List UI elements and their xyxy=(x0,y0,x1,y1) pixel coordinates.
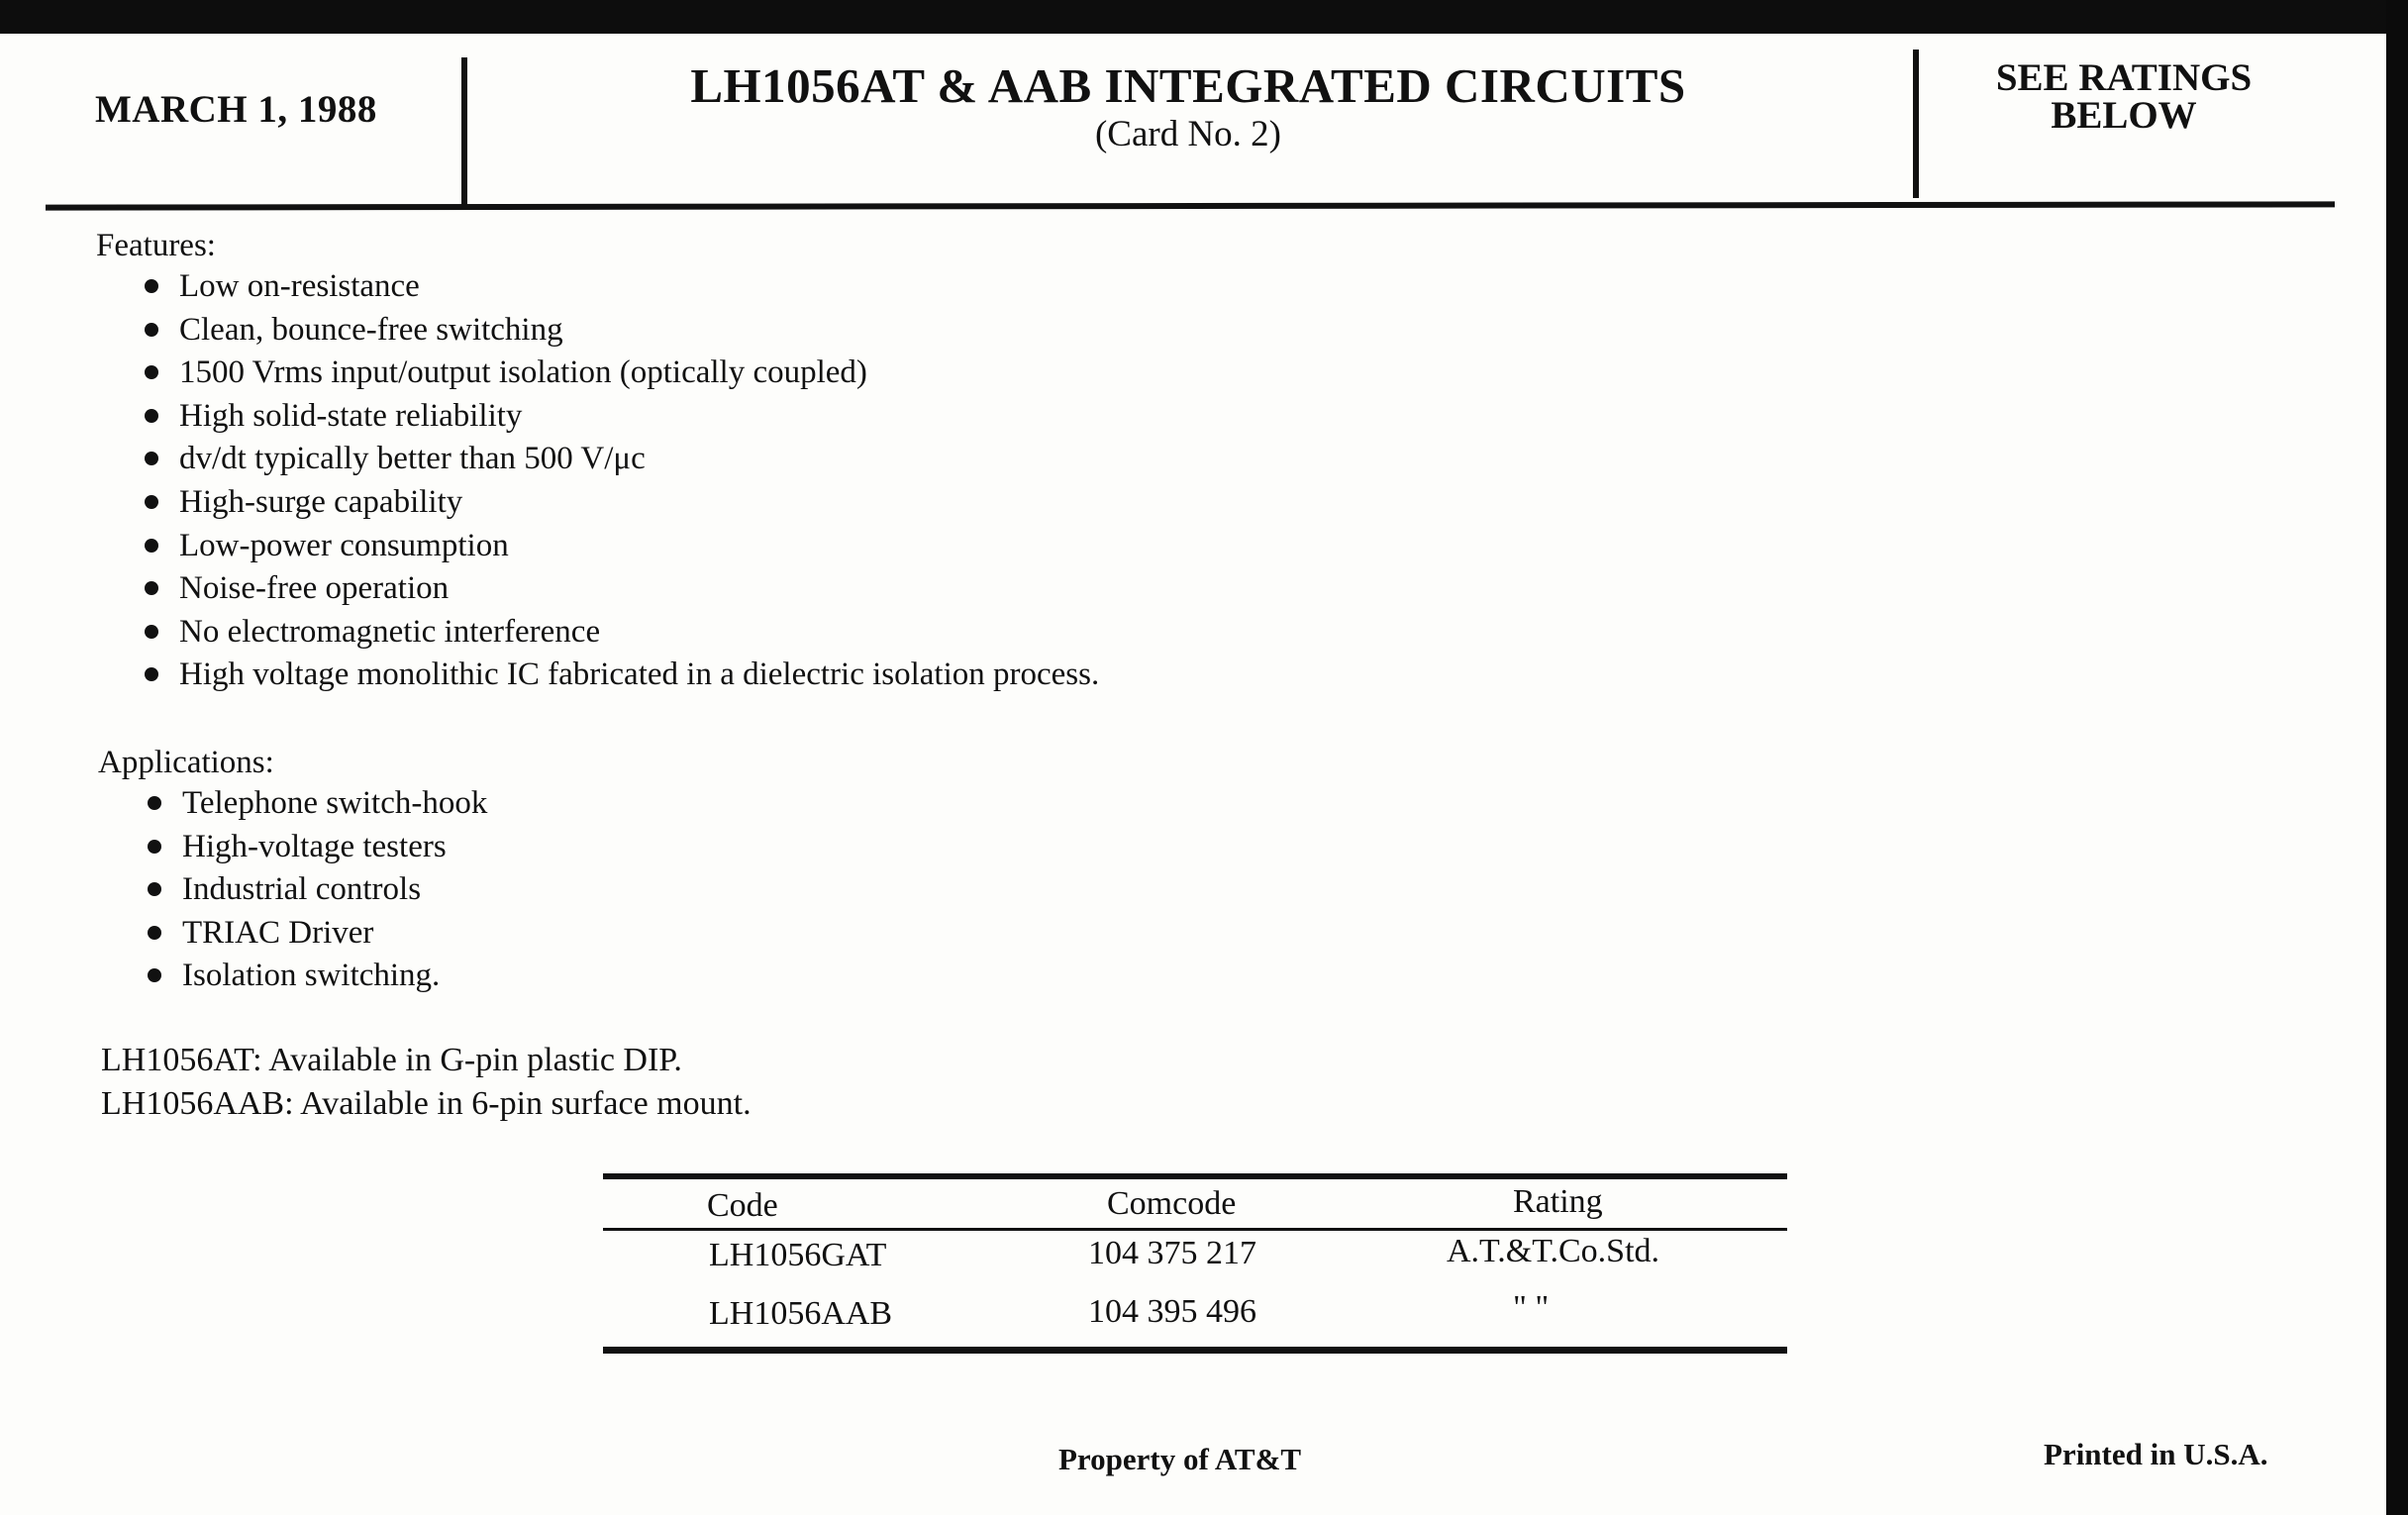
bullet-icon xyxy=(145,279,158,293)
application-item: TRIAC Driver xyxy=(148,912,487,956)
bullet-icon xyxy=(145,539,158,553)
bullet-icon xyxy=(148,796,161,810)
table-header-rating: Rating xyxy=(1513,1183,1603,1220)
applications-list xyxy=(148,782,487,998)
table-bottom-rule xyxy=(603,1347,1787,1354)
application-item: Isolation switching. xyxy=(148,955,487,998)
availability-aab: LH1056AAB: Available in 6-pin surface mount. xyxy=(101,1085,752,1122)
table-top-rule xyxy=(603,1173,1787,1179)
application-item: Telephone switch-hook xyxy=(148,782,487,826)
card-title: LH1056AT & AAB INTEGRATED CIRCUITS xyxy=(690,58,1686,113)
bullet-icon xyxy=(145,667,158,681)
table-cell-rating: A.T.&T.Co.Std. xyxy=(1447,1233,1660,1269)
feature-item: Clean, bounce-free switching xyxy=(145,309,1099,353)
ratings-note-line2: BELOW xyxy=(2051,94,2197,137)
feature-item: High-surge capability xyxy=(145,481,1099,525)
bullet-icon xyxy=(145,452,158,465)
bullet-icon xyxy=(148,882,161,896)
card-title-block xyxy=(465,57,1911,154)
application-item: High-voltage testers xyxy=(148,826,487,869)
bullet-icon xyxy=(145,365,158,379)
footer-printed: Printed in U.S.A. xyxy=(2044,1437,2268,1471)
table-header-rule xyxy=(603,1228,1787,1231)
bullet-icon xyxy=(145,495,158,509)
bullet-icon xyxy=(148,926,161,940)
applications-heading: Applications: xyxy=(98,745,274,780)
application-item: Industrial controls xyxy=(148,868,487,912)
feature-item: 1500 Vrms input/output isolation (optically coupled) xyxy=(145,352,1099,395)
bullet-icon xyxy=(145,323,158,337)
bullet-icon xyxy=(145,581,158,595)
availability-at: LH1056AT: Available in G-pin plastic DIP. xyxy=(101,1042,682,1078)
card-edge-shadow xyxy=(2386,0,2408,1515)
bullet-icon xyxy=(145,409,158,423)
bullet-icon xyxy=(148,968,161,982)
card-subtitle: (Card No. 2) xyxy=(1094,114,1282,154)
table-cell-code: LH1056GAT xyxy=(709,1237,887,1273)
table-cell-code: LH1056AAB xyxy=(709,1295,893,1332)
table-header-comcode: Comcode xyxy=(1107,1185,1237,1222)
ratings-note-line1: SEE RATINGS xyxy=(1995,56,2253,99)
feature-item: High voltage monolithic IC fabricated in a dielectric isolation process. xyxy=(145,654,1099,697)
feature-item: Low-power consumption xyxy=(145,525,1099,568)
features-list xyxy=(145,265,1099,697)
feature-item: High solid-state reliability xyxy=(145,395,1099,439)
header-divider-right xyxy=(1913,50,1919,198)
bullet-icon xyxy=(145,625,158,639)
table-cell-rating: " " xyxy=(1513,1289,1550,1326)
feature-item: Noise-free operation xyxy=(145,567,1099,611)
table-header-code: Code xyxy=(707,1187,778,1224)
feature-item: Low on-resistance xyxy=(145,265,1099,309)
bullet-icon xyxy=(148,840,161,854)
features-heading: Features: xyxy=(96,228,216,263)
footer-property: Property of AT&T xyxy=(1058,1442,1302,1476)
card-date: MARCH 1, 1988 xyxy=(95,88,377,131)
table-cell-comcode: 104 395 496 xyxy=(1088,1293,1256,1330)
ratings-note xyxy=(1921,56,2327,137)
feature-item: dv/dt typically better than 500 V/μc xyxy=(145,438,1099,481)
feature-item: No electromagnetic interference xyxy=(145,611,1099,655)
table-cell-comcode: 104 375 217 xyxy=(1088,1235,1256,1271)
